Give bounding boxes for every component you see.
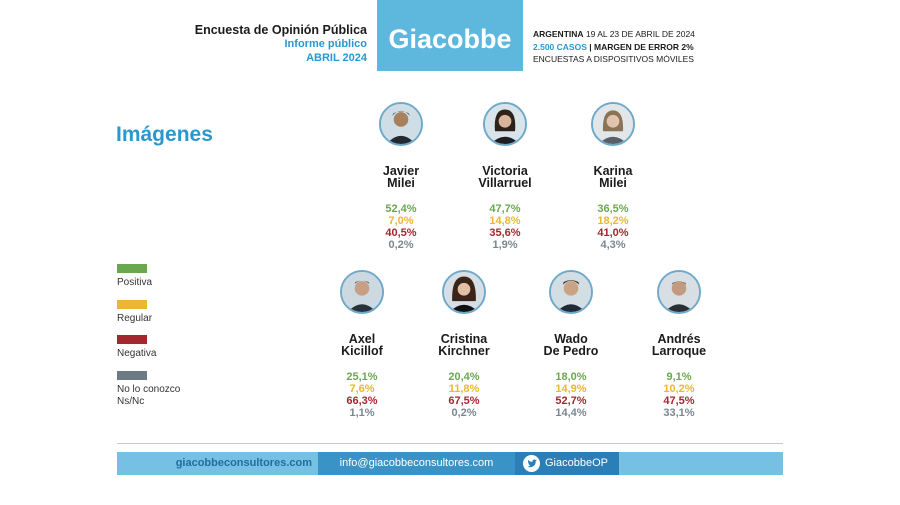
person-last-name: Villarruel bbox=[478, 176, 532, 190]
value-negativa: 66,3% bbox=[346, 395, 378, 407]
email-link[interactable]: info@giacobbeconsultores.com bbox=[318, 452, 515, 475]
legend-label: No lo conozco Ns/Nc bbox=[117, 384, 181, 407]
twitter-bird-icon bbox=[523, 455, 540, 472]
value-positiva: 20,4% bbox=[448, 371, 480, 383]
person-first-name: Andrés bbox=[657, 332, 701, 346]
legend-no-lo-conozco bbox=[117, 371, 180, 408]
legend-label: Negativa bbox=[117, 348, 157, 359]
person-first-name: Wado bbox=[554, 332, 588, 346]
value-negativa: 67,5% bbox=[448, 395, 480, 407]
value-nsnc: 0,2% bbox=[451, 407, 477, 419]
person-first-name: Javier bbox=[382, 164, 420, 178]
value-nsnc: 1,9% bbox=[492, 239, 518, 251]
person-card-axel-kicillof bbox=[307, 270, 417, 419]
avatar bbox=[442, 270, 486, 314]
survey-margin: | MARGEN DE ERROR 2% bbox=[589, 41, 694, 52]
avatar bbox=[483, 102, 527, 146]
value-positiva: 36,5% bbox=[597, 203, 629, 215]
footer-bar bbox=[117, 452, 783, 475]
value-regular: 11,8% bbox=[448, 383, 480, 395]
legend-swatch bbox=[117, 371, 147, 380]
legend-swatch bbox=[117, 300, 147, 309]
person-card-victoria-villarruel bbox=[450, 102, 560, 251]
value-nsnc: 14,4% bbox=[555, 407, 587, 419]
value-negativa: 35,6% bbox=[489, 227, 521, 239]
person-last-name: Larroque bbox=[651, 344, 707, 358]
section-title: Imágenes bbox=[116, 123, 213, 146]
survey-title: Encuesta de Opinión Pública bbox=[194, 23, 367, 37]
value-negativa: 41,0% bbox=[597, 227, 629, 239]
person-last-name: Milei bbox=[599, 176, 627, 190]
person-card-cristina-kirchner bbox=[409, 270, 519, 419]
avatar bbox=[549, 270, 593, 314]
avatar bbox=[591, 102, 635, 146]
brand-logo: Giacobbe bbox=[377, 0, 523, 71]
avatar bbox=[340, 270, 384, 314]
legend-swatch bbox=[117, 264, 147, 273]
value-nsnc: 4,3% bbox=[600, 239, 626, 251]
person-last-name: De Pedro bbox=[543, 344, 599, 358]
value-negativa: 47,5% bbox=[663, 395, 695, 407]
person-last-name: Kirchner bbox=[438, 344, 490, 358]
avatar bbox=[379, 102, 423, 146]
person-card-karina-milei bbox=[558, 102, 668, 251]
value-nsnc: 1,1% bbox=[349, 407, 375, 419]
report-date: ABRIL 2024 bbox=[306, 52, 367, 64]
person-card-andres-larroque bbox=[624, 270, 734, 419]
person-card-wado-de-pedro bbox=[516, 270, 626, 419]
footer-divider bbox=[117, 443, 783, 444]
survey-country: ARGENTINA bbox=[533, 29, 584, 39]
survey-header bbox=[160, 23, 367, 65]
value-positiva: 9,1% bbox=[666, 371, 692, 383]
value-nsnc: 0,2% bbox=[388, 239, 414, 251]
survey-details bbox=[533, 28, 733, 66]
value-positiva: 47,7% bbox=[489, 203, 521, 215]
legend-swatch bbox=[117, 335, 147, 344]
twitter-link[interactable] bbox=[515, 452, 619, 475]
person-first-name: Axel bbox=[348, 332, 376, 346]
person-first-name: Cristina bbox=[440, 332, 488, 346]
legend-label: Positiva bbox=[117, 277, 153, 288]
survey-cases: 2.500 CASOS bbox=[533, 41, 587, 52]
value-regular: 18,2% bbox=[597, 215, 629, 227]
value-positiva: 52,4% bbox=[385, 203, 417, 215]
survey-dates: 19 AL 23 DE ABRIL DE 2024 bbox=[585, 29, 695, 39]
legend-positiva bbox=[117, 264, 152, 289]
report-type: Informe público bbox=[284, 38, 367, 50]
value-negativa: 52,7% bbox=[555, 395, 587, 407]
twitter-handle: GiacobbeOP bbox=[545, 457, 608, 469]
value-positiva: 18,0% bbox=[555, 371, 587, 383]
survey-method: ENCUESTAS A DISPOSITIVOS MÓVILES bbox=[533, 54, 694, 64]
legend-negativa bbox=[117, 335, 156, 360]
value-regular: 14,8% bbox=[489, 215, 521, 227]
value-positiva: 25,1% bbox=[346, 371, 378, 383]
value-regular: 14,9% bbox=[555, 383, 587, 395]
value-negativa: 40,5% bbox=[385, 227, 417, 239]
person-last-name: Kicillof bbox=[341, 344, 383, 358]
value-nsnc: 33,1% bbox=[663, 407, 695, 419]
value-regular: 7,0% bbox=[388, 215, 414, 227]
avatar bbox=[657, 270, 701, 314]
person-first-name: Karina bbox=[593, 164, 633, 178]
legend-regular bbox=[117, 300, 152, 325]
value-regular: 7,6% bbox=[349, 383, 375, 395]
value-regular: 10,2% bbox=[663, 383, 695, 395]
website-link[interactable]: giacobbeconsultores.com bbox=[175, 457, 312, 469]
person-last-name: Milei bbox=[387, 176, 415, 190]
person-card-javier-milei bbox=[346, 102, 456, 251]
person-first-name: Victoria bbox=[482, 164, 528, 178]
legend-label: Regular bbox=[117, 313, 153, 324]
